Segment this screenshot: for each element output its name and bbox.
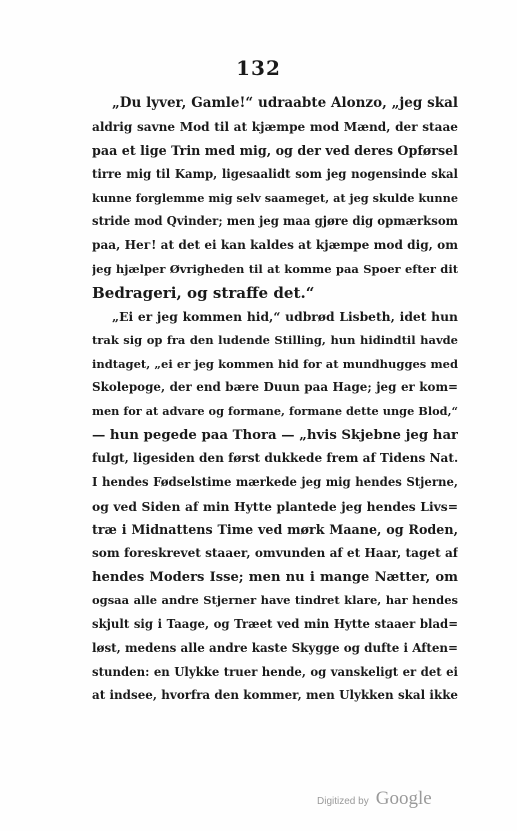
text-line: træ i Midnattens Time ved mørk Maane, og Roden, [92, 522, 458, 538]
text-line: og ved Siden af min Hytte plantede jeg hendes Livs= [92, 498, 458, 514]
text-line: skjult sig i Taage, og Træet ved min Hytte staaer blad= [92, 617, 458, 632]
text-line: ogsaa alle andre Stjerner have tindret klare, har hendes [92, 593, 458, 608]
text-line: som foreskrevet staaer, omvunden af et Haar, taget af [92, 546, 458, 561]
text-line: „Ei er jeg kommen hid,“ udbrød Lisbeth, idet hun [112, 309, 458, 325]
body-text [92, 92, 458, 708]
text-line: jeg hjælper Øvrigheden til at komme paa Spoer efter dit [92, 261, 458, 276]
text-line: kunne forglemme mig selv saameget, at jeg skulde kunne [92, 190, 458, 205]
page-number: 132 [236, 56, 281, 80]
text-line: „Du lyver, Gamle!“ udraabte Alonzo, „jeg skal [112, 95, 458, 111]
text-line: men for at advare og formane, formane dette unge Blod,“ [92, 403, 458, 418]
google-logo: Google [375, 788, 432, 809]
watermark-prefix: Digitized by [317, 796, 369, 807]
text-line: aldrig savne Mod til at kjæmpe mod Mænd, der staae [92, 119, 458, 134]
text-line: paa et lige Trin med mig, og der ved deres Opførsel [92, 143, 458, 159]
text-line: løst, medens alle andre kaste Skygge og dufte i Aften= [92, 640, 458, 655]
text-line: Skolepoge, der end bære Duun paa Hage; jeg er kom= [92, 380, 458, 395]
text-line: hendes Moders Isse; men nu i mange Nætter, om [92, 569, 458, 585]
digitized-watermark [317, 788, 432, 810]
text-line: paa, Heг! at det ei kan kaldes at kjæmpe mod dig, om [92, 238, 458, 253]
text-line: at indsee, hvorfra den kommer, men Ulykken skal ikke [92, 688, 458, 703]
text-line: Bedrageri, og straffe det.“ [92, 283, 315, 302]
text-line: stunden: en Ulykke truer hende, og vanskeligt er det ei [92, 664, 458, 679]
text-line: tirre mig til Kamp, ligesaalidt som jeg nogensinde skal [92, 167, 458, 182]
text-line: indtaget, „ei er jeg kommen hid for at mundhugges med [92, 356, 458, 371]
text-line: I hendes Fødselstime mærkede jeg mig hendes Stjerne, [92, 475, 458, 489]
text-line: fulgt, ligesiden den først dukkede frem af Tidens Nat. [92, 451, 458, 466]
text-line: stride mod Qvinder; men jeg maa gjøre dig opmærksom [92, 214, 458, 229]
text-line: — hun pegede paa Thora — „hvis Skjebne jeg har [92, 427, 458, 443]
text-line: trak sig op fra den ludende Stilling, hun hidindtil havde [92, 332, 458, 347]
